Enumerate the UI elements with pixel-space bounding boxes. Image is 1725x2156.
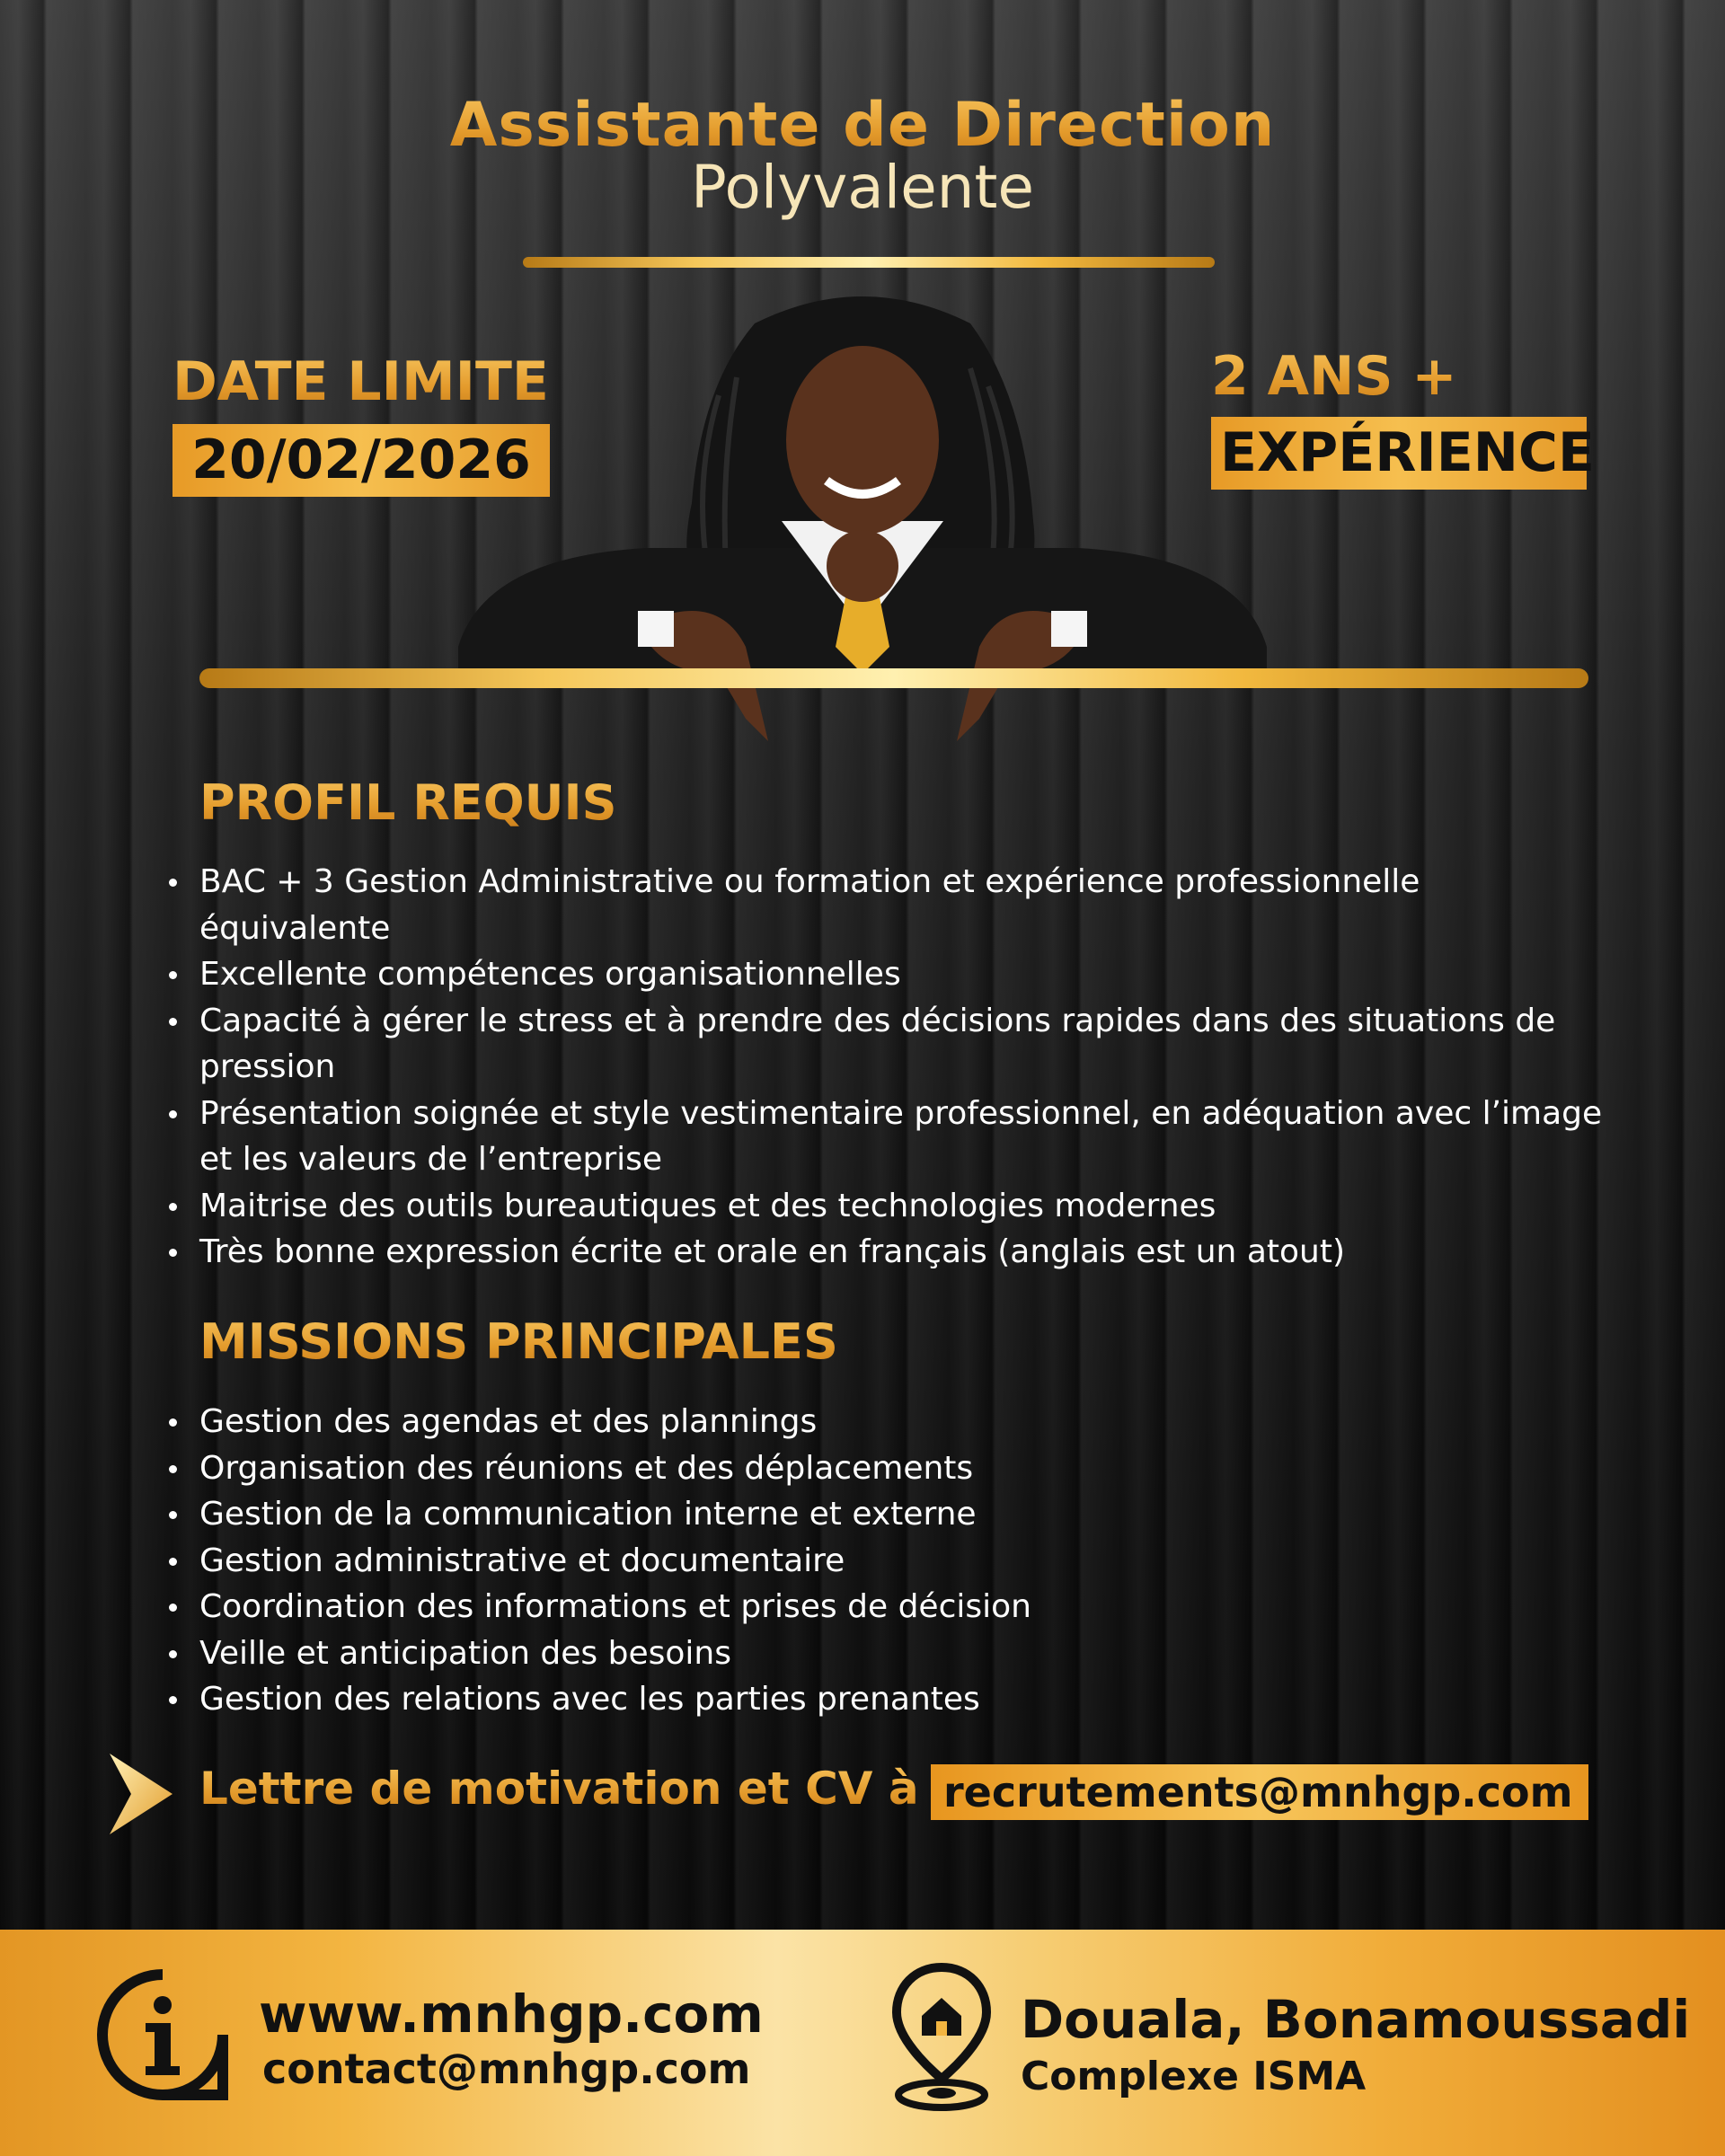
list-item: BAC + 3 Gestion Administrative ou formation et expérience professionnelle équivalente [199, 859, 1619, 951]
list-item: Très bonne expression écrite et orale en français (anglais est un atout) [199, 1229, 1619, 1276]
location-city: Douala, Bonamoussadi [1021, 1989, 1691, 2050]
list-item: Présentation soignée et style vestimentaire professionnel, en adéquation avec l’image et les valeurs de l’entreprise [199, 1091, 1619, 1183]
location-pin-icon [889, 1960, 994, 2113]
middle-divider [199, 668, 1588, 688]
list-item: Excellente compétences organisationnelles [199, 951, 1619, 998]
footer [0, 1930, 1725, 2156]
contact-email-link[interactable]: contact@mnhgp.com [262, 2045, 751, 2093]
website-link[interactable]: www.mnhgp.com [259, 1984, 764, 2045]
deadline-date: 20/02/2026 [172, 424, 550, 497]
location-place: Complexe ISMA [1021, 2054, 1367, 2099]
list-item: Maitrise des outils bureautiques et des technologies modernes [199, 1183, 1619, 1230]
page-title: Assistante de Direction [0, 90, 1725, 161]
experience-value: EXPÉRIENCE [1211, 417, 1587, 490]
application-instruction: Lettre de motivation et CV à [199, 1763, 919, 1815]
experience-label: 2 ANS + [1211, 345, 1457, 408]
list-item: Coordination des informations et prises de décision [199, 1584, 1619, 1630]
list-item: Gestion de la communication interne et externe [199, 1491, 1619, 1538]
list-item: Gestion des relations avec les parties prenantes [199, 1676, 1619, 1723]
missions-list [199, 1399, 1619, 1723]
list-item: Gestion administrative et documentaire [199, 1538, 1619, 1585]
profile-list [199, 859, 1619, 1276]
recruitment-email-link[interactable]: recrutements@mnhgp.com [931, 1764, 1588, 1820]
profile-section-title: PROFIL REQUIS [199, 774, 617, 831]
list-item: Organisation des réunions et des déplacements [199, 1445, 1619, 1492]
arrow-right-icon [106, 1752, 174, 1836]
info-icon [95, 1967, 230, 2102]
list-item: Gestion des agendas et des plannings [199, 1399, 1619, 1445]
missions-section-title: MISSIONS PRINCIPALES [199, 1313, 838, 1370]
top-divider [523, 257, 1215, 268]
list-item: Veille et anticipation des besoins [199, 1630, 1619, 1677]
deadline-label: DATE LIMITE [172, 350, 549, 413]
list-item: Capacité à gérer le stress et à prendre des décisions rapides dans des situations de pression [199, 998, 1619, 1091]
page-subtitle: Polyvalente [691, 153, 1034, 222]
